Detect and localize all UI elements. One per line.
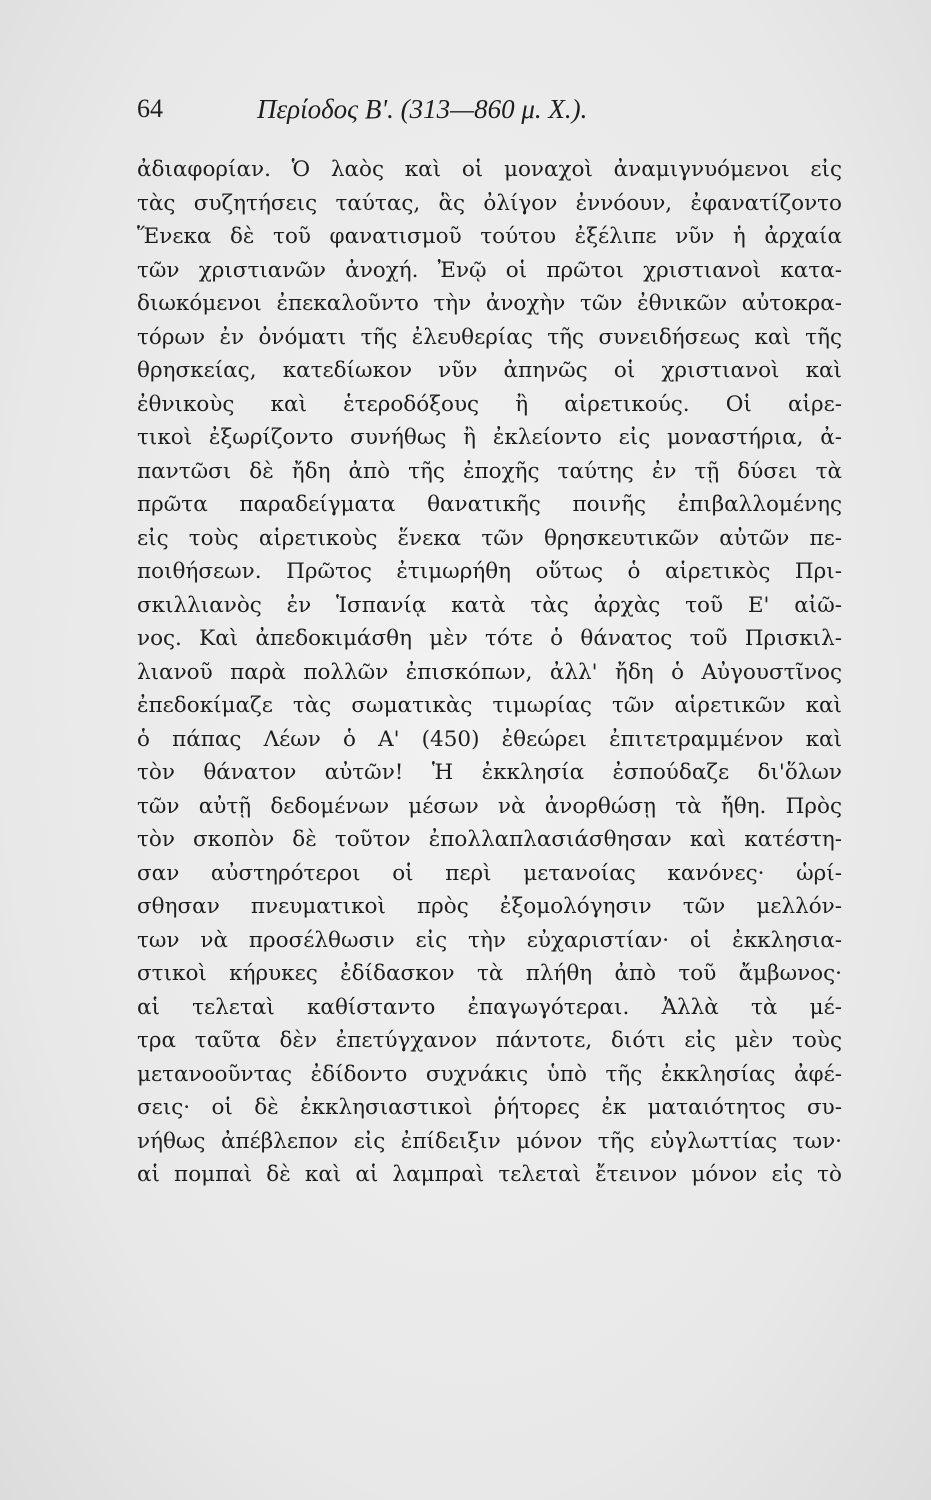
text-line: παντῶσι δὲ ἤδη ἀπὸ τῆς ἐποχῆς ταύτης ἐν τῇ δύσει τὰ [137,458,842,484]
text-line: τῶν αὐτῇ δεδομένων μέσων νὰ ἀνορθώσῃ τὰ ἤθη. Πρὸς [137,793,842,819]
text-line: ἐθνικοὺς καὶ ἑτεροδόξους ἢ αἱρετικούς. Οἱ αἱρε- [137,391,842,417]
text-line: ἀδιαφορίαν. Ὁ λαὸς καὶ οἱ μοναχοὶ ἀναμιγνυόμενοι εἰς [137,157,842,182]
text-line: τικοὶ ἐξωρίζοντο συνήθως ἢ ἐκλείοντο εἰς μοναστήρια, ἀ- [137,425,842,450]
text-line: αἱ τελεταὶ καθίσταντο ἐπαγωγότεραι. Ἀλλὰ τὰ μέ- [137,994,842,1020]
text-line: διωκόμενοι ἐπεκαλοῦντο τὴν ἀνοχὴν τῶν ἐθνικῶν αὐτοκρα- [137,291,842,316]
text-line: τὰς συζητήσεις ταύτας, ἃς ὀλίγον ἐννόουν, ἐφανατίζοντο [137,190,842,216]
text-line: ποιθήσεων. Πρῶτος ἐτιμωρήθη οὕτως ὁ αἱρετικὸς Πρι- [137,559,842,584]
text-line: σθησαν πνευματικοὶ πρὸς ἐξομολόγησιν τῶν μελλόν- [137,894,842,919]
text-line: ἐπεδοκίμαζε τὰς σωματικὰς τιμωρίας τῶν αἱρετικῶν καὶ [137,693,842,718]
text-line: νήθως ἀπέβλεπον εἰς ἐπίδειξιν μόνον τῆς εὐγλωττίας των· [137,1128,842,1154]
text-line: σεις· οἱ δὲ ἐκκλησιαστικοὶ ῥήτορες ἐκ ματαιότητος συ- [137,1095,842,1120]
text-line: λιανοῦ παρὰ πολλῶν ἐπισκόπων, ἀλλ' ἤδη ὁ Αὐγουστῖνος [137,659,842,685]
text-line: των νὰ προσέλθωσιν εἰς τὴν εὐχαριστίαν· οἱ ἐκκλησια- [137,927,842,953]
page-number: 64 [137,94,163,123]
text-line: εἰς τοὺς αἱρετικοὺς ἕνεκα τῶν θρησκευτικῶν αὐτῶν πε- [137,525,842,551]
text-line: θρησκείας, κατεδίωκον νῦν ἀπηνῶς οἱ χριστιανοὶ καὶ [137,358,842,383]
text-line: αἱ πομπαὶ δὲ καὶ αἱ λαμπραὶ τελεταὶ ἔτεινον μόνον εἰς τὸ [137,1162,842,1187]
body-text [137,153,842,1192]
text-line: τὸν σκοπὸν δὲ τοῦτον ἐπολλαπλασιάσθησαν καὶ κατέστη- [137,827,842,852]
text-line: ὁ πάπας Λέων ὁ Α' (450) ἐθεώρει ἐπιτετραμμένον καὶ [137,726,842,752]
page-header [137,94,837,134]
text-line: Ἕνεκα δὲ τοῦ φανατισμοῦ τούτου ἐξέλιπε νῦν ἡ ἀρχαία [137,224,842,249]
text-line: πρῶτα παραδείγματα θανατικῆς ποινῆς ἐπιβαλλομένης [137,492,842,517]
text-line: μετανοοῦντας ἐδίδοντο συχνάκις ὑπὸ τῆς ἐκκλησίας ἀφέ- [137,1061,842,1087]
text-line: σκιλλιανὸς ἐν Ἱσπανίᾳ κατὰ τὰς ἀρχὰς τοῦ Ε' αἰῶ- [137,592,842,618]
text-line: νος. Καὶ ἀπεδοκιμάσθη μὲν τότε ὁ θάνατος τοῦ Πρισκιλ- [137,626,842,651]
text-line: τῶν χριστιανῶν ἀνοχή. Ἐνῷ οἱ πρῶτοι χριστιανοὶ κατα- [137,257,842,283]
text-line: στικοὶ κήρυκες ἐδίδασκον τὰ πλήθη ἀπὸ τοῦ ἄμβωνος· [137,961,842,986]
running-head: Περίοδος Β'. (313—860 μ. Χ.). [257,94,588,124]
text-line: τὸν θάνατον αὐτῶν! Ἡ ἐκκλησία ἐσπούδαζε δι'ὅλων [137,760,842,785]
text-line: σαν αὐστηρότεροι οἱ περὶ μετανοίας κανόνες· ὡρί- [137,860,842,886]
text-line: τρα ταῦτα δὲν ἐπετύγχανον πάντοτε, διότι εἰς μὲν τοὺς [137,1028,842,1053]
text-line: τόρων ἐν ὀνόματι τῆς ἐλευθερίας τῆς συνειδήσεως καὶ τῆς [137,324,842,350]
